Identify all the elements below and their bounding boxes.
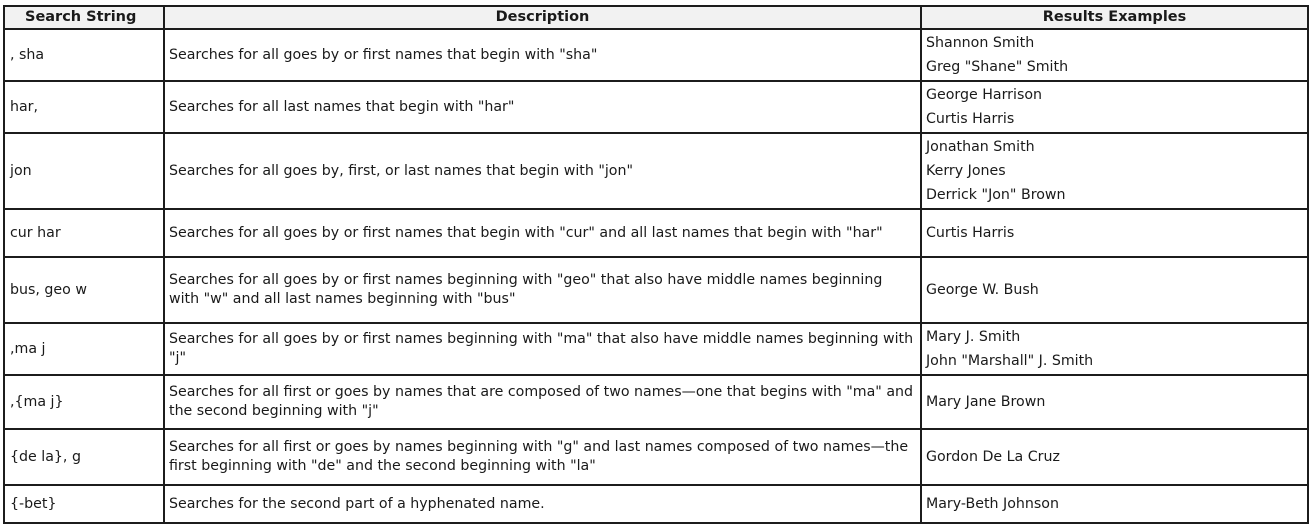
search-string-cell: ,{ma j} — [4, 375, 164, 429]
table-row — [4, 257, 1308, 323]
search-string-cell: {de la}, g — [4, 429, 164, 485]
result-example: John "Marshall" J. Smith — [926, 353, 1094, 369]
header-search-string: Search String — [4, 6, 164, 29]
description-cell: Searches for all first or goes by names beginning with "g" and last names composed of two names—the first beginning with "de" and the second beginning with "la" — [164, 429, 921, 485]
description-cell: Searches for all goes by, first, or last names that begin with "jon" — [164, 133, 921, 209]
results-cell — [921, 257, 1308, 323]
header-description: Description — [164, 6, 921, 29]
table-row — [4, 375, 1308, 429]
result-example: Curtis Harris — [926, 111, 1015, 127]
result-example: George Harrison — [926, 87, 1043, 103]
description-cell: Searches for all goes by or first names that begin with "sha" — [164, 29, 921, 81]
result-example: Kerry Jones — [926, 163, 1006, 179]
table-row — [4, 81, 1308, 133]
result-example: Shannon Smith — [926, 35, 1035, 51]
description-cell: Searches for all goes by or first names beginning with "geo" that also have middle names beginning with "w" and all last names beginning with "bus" — [164, 257, 921, 323]
table-row — [4, 485, 1308, 523]
header-row — [4, 6, 1308, 29]
results-cell — [921, 133, 1308, 209]
table-row — [4, 323, 1308, 375]
search-string-cell: ,ma j — [4, 323, 164, 375]
search-string-cell: jon — [4, 133, 164, 209]
result-example: Mary J. Smith — [926, 329, 1021, 345]
search-string-cell: bus, geo w — [4, 257, 164, 323]
description-cell: Searches for all last names that begin with "har" — [164, 81, 921, 133]
result-example: Gordon De La Cruz — [926, 449, 1060, 465]
results-cell — [921, 29, 1308, 81]
result-example: Curtis Harris — [926, 225, 1015, 241]
description-cell: Searches for all goes by or first names beginning with "ma" that also have middle names beginning with "j" — [164, 323, 921, 375]
result-example: Jonathan Smith — [926, 139, 1035, 155]
results-cell — [921, 375, 1308, 429]
table-row — [4, 29, 1308, 81]
table-row — [4, 209, 1308, 257]
result-example: George W. Bush — [926, 282, 1039, 298]
search-string-cell: har, — [4, 81, 164, 133]
description-cell: Searches for the second part of a hyphenated name. — [164, 485, 921, 523]
table-row — [4, 133, 1308, 209]
description-cell: Searches for all first or goes by names that are composed of two names—one that begins with "ma" and the second beginning with "j" — [164, 375, 921, 429]
description-cell: Searches for all goes by or first names that begin with "cur" and all last names that begin with "har" — [164, 209, 921, 257]
table-row — [4, 429, 1308, 485]
search-string-cell: cur har — [4, 209, 164, 257]
results-cell — [921, 81, 1308, 133]
header-results-examples: Results Examples — [921, 6, 1308, 29]
result-example: Derrick "Jon" Brown — [926, 187, 1066, 203]
result-example: Mary Jane Brown — [926, 394, 1046, 410]
result-example: Greg "Shane" Smith — [926, 59, 1069, 75]
search-syntax-table — [3, 5, 1309, 524]
result-example: Mary-Beth Johnson — [926, 496, 1059, 512]
search-string-cell: , sha — [4, 29, 164, 81]
results-cell — [921, 209, 1308, 257]
search-string-cell: {-bet} — [4, 485, 164, 523]
results-cell — [921, 485, 1308, 523]
results-cell — [921, 323, 1308, 375]
results-cell — [921, 429, 1308, 485]
search-syntax-table-container — [3, 5, 1309, 524]
